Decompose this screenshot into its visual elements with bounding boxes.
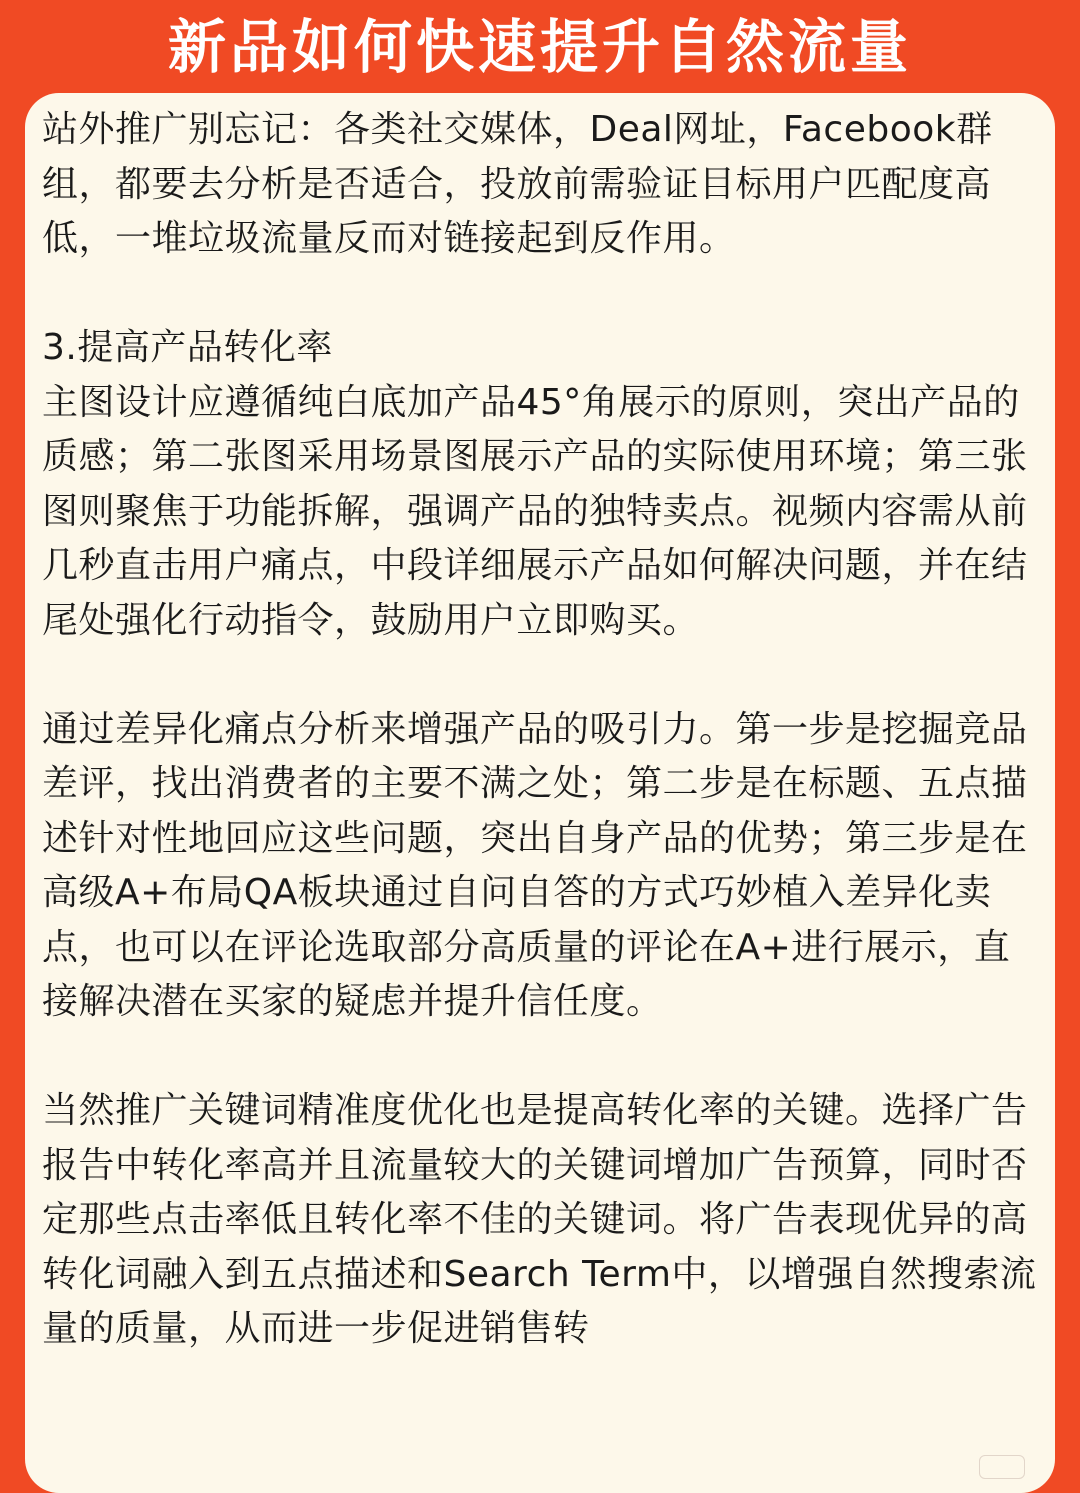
title-bar bbox=[0, 0, 1080, 90]
paragraph-spacer bbox=[42, 648, 1042, 703]
paragraph-offsite-promotion: 站外推广别忘记：各类社交媒体，Deal网址，Facebook群组，都要去分析是否适合，投放前需验证目标用户匹配度高低，一堆垃圾流量反而对链接起到反作用。 bbox=[42, 109, 993, 259]
article-body bbox=[42, 103, 1042, 1357]
paragraph-spacer bbox=[42, 267, 1042, 322]
paragraph-pain-point-analysis: 通过差异化痛点分析来增强产品的吸引力。第一步是挖掘竞品差评，找出消费者的主要不满之处；第二步是在标题、五点描述针对性地回应这些问题，突出自身产品的优势；第三步是在高级A+布局QA板块通过自问自答的方式巧妙植入差异化卖点，也可以在评论选取部分高质量的评论在A+进行展示，直接解决潜在买家的疑虑并提升信任度。 bbox=[42, 708, 1028, 1022]
paragraph-keyword-optimization: 当然推广关键词精准度优化也是提高转化率的关键。选择广告报告中转化率高并且流量较大的关键词增加广告预算，同时否定那些点击率低且转化率不佳的关键词。将广告表现优异的高转化词融入到五点描述和Search Term中，以增强自然搜索流量的质量，从而进一步促进销售转 bbox=[42, 1090, 1037, 1349]
watermark-logo bbox=[979, 1455, 1025, 1479]
paragraph-spacer bbox=[42, 1030, 1042, 1085]
page-title: 新品如何快速提升自然流量 bbox=[167, 13, 912, 81]
content-card bbox=[25, 93, 1055, 1493]
section-heading-conversion: 3.提高产品转化率 bbox=[42, 327, 333, 368]
paragraph-main-image-video: 主图设计应遵循纯白底加产品45°角展示的原则，突出产品的质感；第二张图采用场景图展示产品的实际使用环境；第三张图则聚焦于功能拆解，强调产品的独特卖点。视频内容需从前几秒直击用户痛点，中段详细展示产品如何解决问题，并在结尾处强化行动指令，鼓励用户立即购买。 bbox=[42, 381, 1028, 641]
